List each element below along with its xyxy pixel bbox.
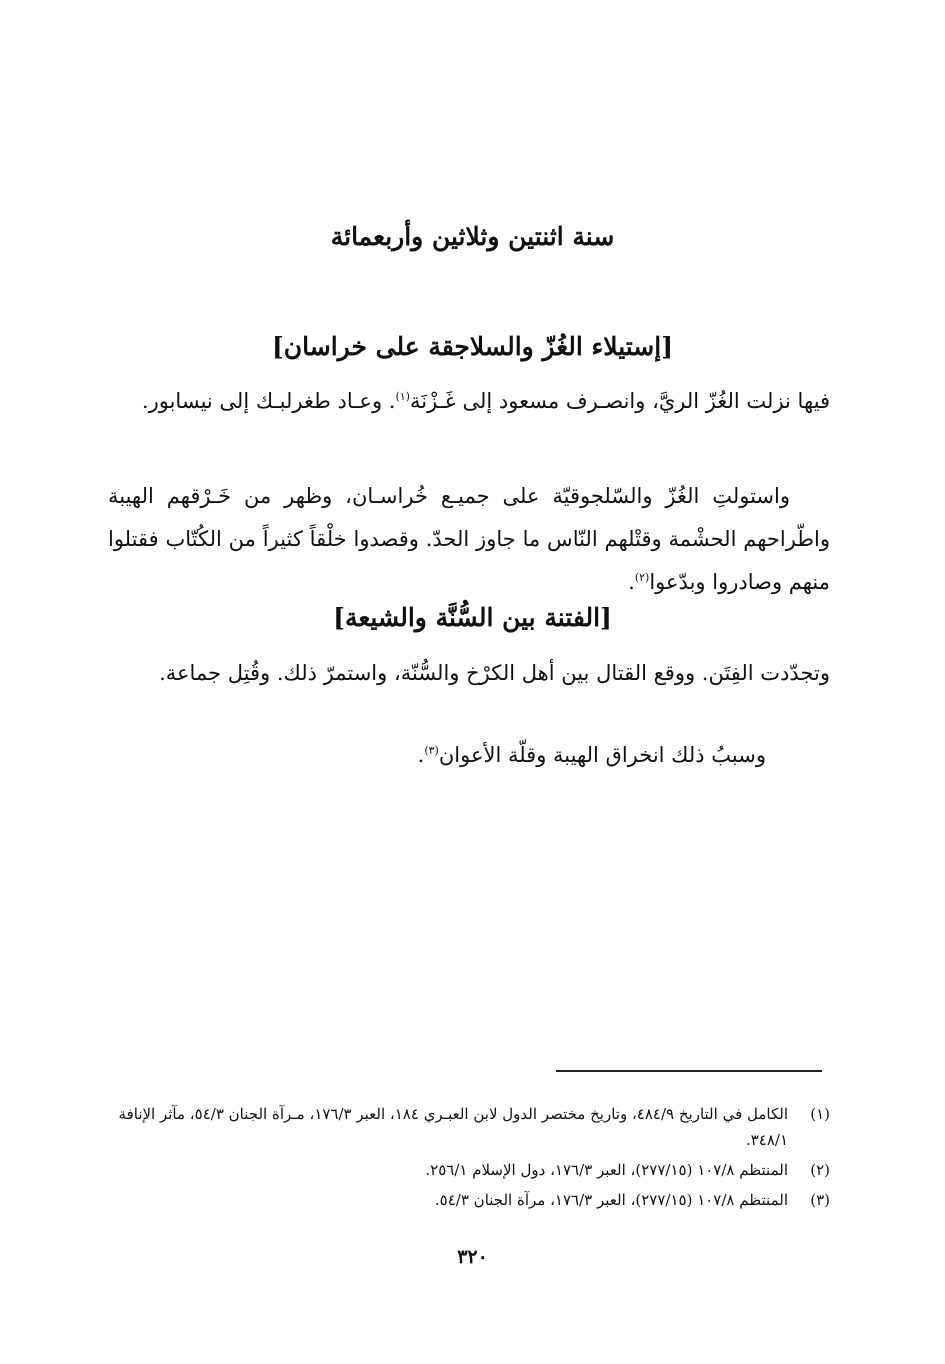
page-number: ٣٢٠ xyxy=(457,1246,488,1268)
footnote-item xyxy=(108,1157,830,1183)
footnote-ref[interactable]: (١) xyxy=(395,390,410,403)
footnote-item xyxy=(108,1187,830,1213)
footnote-text: المنتظم ١٠٧/٨ (٢٧٧/١٥)، العبر ١٧٦/٣، دول الإسلام ٢٥٦/١. xyxy=(425,1161,788,1179)
paragraph-text: وتجدّدت الفِتَن. ووقع القتال بين أهل الكرْخ والسُّنّة، واستمرّ ذلك. وقُتِل جماعة. xyxy=(159,661,830,685)
paragraph-tail: . xyxy=(417,743,425,767)
footnote-ref[interactable]: (٢) xyxy=(634,571,650,584)
paragraph-fitna xyxy=(108,652,830,695)
paragraph-fitna-cause xyxy=(108,734,830,777)
footnote-divider xyxy=(556,1070,822,1072)
footnotes xyxy=(108,1101,830,1217)
paragraph-ghuzz-ray xyxy=(108,380,830,423)
paragraph-tail: . xyxy=(628,570,635,594)
section-heading-ghuzz: [إستيلاء الغُزّ والسلاجقة على خراسان] xyxy=(271,332,674,361)
footnote-number: (٣) xyxy=(810,1191,830,1209)
paragraph-text: واستولتِ الغُزّ والسّلجوقيّة على جميـع خُراسـان، وظهر من خَـرْقهم الهيبة واطّراحهم الحشْمة وقتْلهم النّاس ما جاوز الحدّ. وقصدوا خلْقاً كثيراً من الكُتّاب فقتلوا منهم وصادروا وبدّعوا xyxy=(108,484,830,594)
paragraph-ghuzz-khurasan xyxy=(108,475,830,604)
section-heading-fitna: [الفتنة بين السُّنَّة والشيعة] xyxy=(333,603,612,632)
footnote-text: المنتظم ١٠٧/٨ (٢٧٧/١٥)، العبر ١٧٦/٣، مرآة الجنان ٥٤/٣. xyxy=(434,1191,788,1209)
paragraph-tail: . وعـاد طغرلبـك إلى نيسابور. xyxy=(141,389,396,413)
footnote-ref[interactable]: (٣) xyxy=(424,744,439,757)
paragraph-text: فيها نزلت الغُزّ الريَّ، وانصـرف مسعود إلى غَـزْنَة xyxy=(409,389,830,413)
footnote-number: (٢) xyxy=(810,1161,830,1179)
footnote-text: الكامل في التاريخ ٤٨٤/٩، وتاريخ مختصر الدول لابن العبـري ١٨٤، العبر ١٧٦/٣، مـرآة الجنان ٥٤/٣، مآثر الإنافة ٣٤٨/١. xyxy=(118,1105,788,1149)
paragraph-text: وسببُ ذلك انخراق الهيبة وقلّة الأعوان xyxy=(438,743,766,767)
year-title: سنة اثنتين وثلاثين وأربعمائة xyxy=(330,222,615,251)
footnote-number: (١) xyxy=(810,1105,830,1123)
footnote-item xyxy=(108,1101,830,1153)
